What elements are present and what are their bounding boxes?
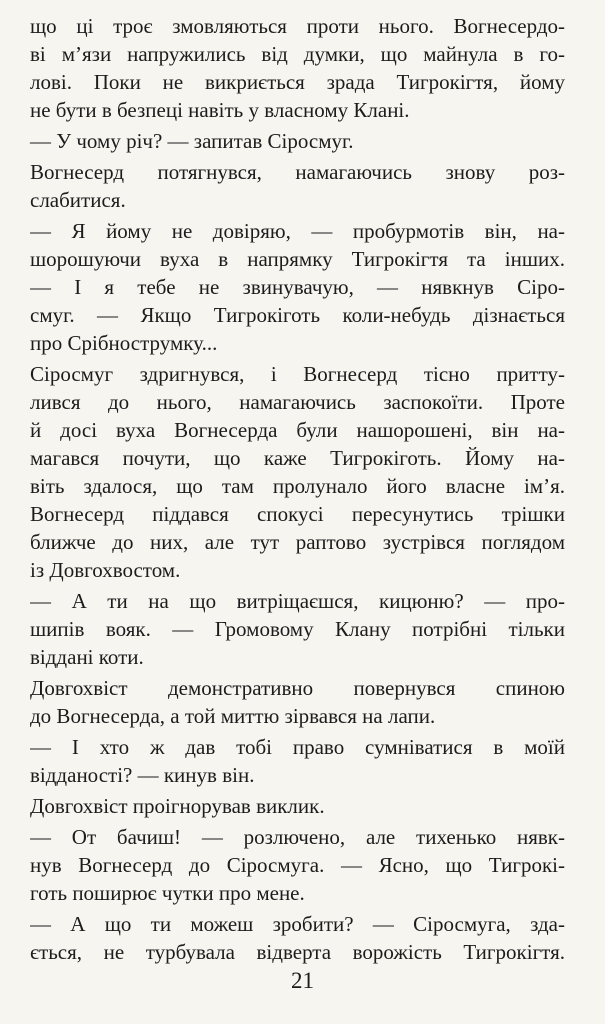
text-line: — А що ти можеш зробити? — Сіросмуга, здa- [30,912,565,936]
text-line: не бути в безпеці навіть у власному Клані. [30,98,410,122]
text-line: про Срібнострумку... [30,331,218,355]
text-line: — У чому річ? — запитав Сіросмуг. [30,129,354,153]
text-line: шорошуючи вуха в напрямку Тигрокігтя та інших. [30,247,565,271]
text-line: — От бачиш! — розлючено, але тихенько нявк- [30,825,565,849]
text-line: нув Вогнесерд до Сіросмуга. — Ясно, що Тигрокі- [30,853,565,877]
text-line: — А ти на що витріщаєшся, кицюню? — про- [30,589,565,613]
text-line: готь поширює чутки про мене. [30,881,305,905]
text-line: із Довгохвостом. [30,558,181,582]
text-line: Вогнесерд піддався спокусі пересунутись трішки [30,502,565,526]
text-line: віддані коти. [30,645,144,669]
text-line: лові. Поки не викриється зрада Тигрокігтя, йому [30,70,565,94]
text-line: що ці троє змовляються проти нього. Вогнесердо- [30,14,565,38]
text-line: Вогнесерд потягнувся, намагаючись знову роз- [30,160,565,184]
text-line: ві м’язи напружились від думки, що майнула в го- [30,42,565,66]
text-line: смуг. — Якщо Тигрокіготь коли-небудь дізнається [30,303,565,327]
text-line: ється, не турбувала відверта ворожість Тигрокігтя. [30,940,565,964]
text-line: ближче до них, але тут раптово зустрівся поглядом [30,530,565,554]
text-line: віть здалося, що там пролунало його власне ім’я. [30,474,565,498]
text-line: Сіросмуг здригнувся, і Вогнесерд тісно притту- [30,362,565,386]
page-body-text [30,12,565,966]
text-line: відданості? — кинув він. [30,763,255,787]
text-line: лився до нього, намагаючись заспокоїти. Проте [30,390,565,414]
text-line: — І я тебе не звинувачую, — нявкнув Сіро- [30,275,565,299]
text-line: Довгохвіст демонстративно повернувся спиною [30,676,565,700]
text-line: шипів вояк. — Громовому Клану потрібні тільки [30,617,565,641]
text-line: до Вогнесерда, а той миттю зірвався на лапи. [30,704,436,728]
text-line: — Я йому не довіряю, — пробурмотів він, на- [30,219,565,243]
text-line: — І хто ж дав тобі право сумніватися в моїй [30,735,565,759]
page-number: 21 [291,968,314,993]
text-line: й досі вуха Вогнесерда були нашорошені, він на- [30,418,565,442]
text-line: Довгохвіст проігнорував виклик. [30,794,325,818]
text-line: магався почути, що каже Тигрокіготь. Йому на- [30,446,565,470]
text-line: слабитися. [30,188,126,212]
